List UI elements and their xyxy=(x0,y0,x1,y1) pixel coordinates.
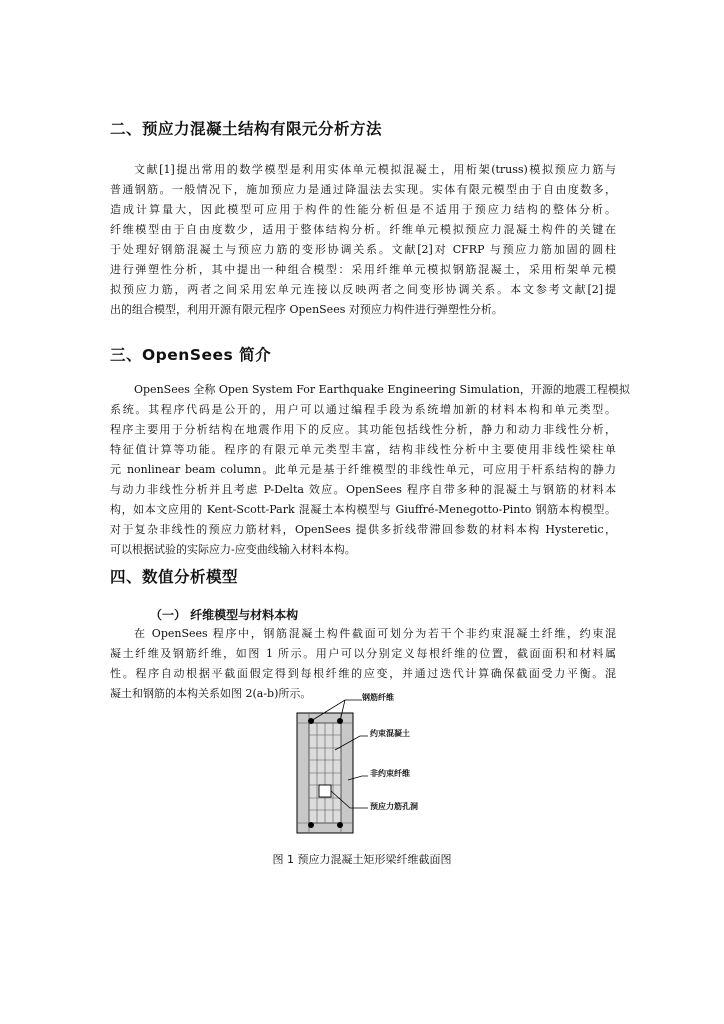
text-line: 出的组合模型，利用开源有限元程序 OpenSees 对预应力构件进行弹塑性分析。 xyxy=(110,303,503,316)
label-steel-fiber: 钢筋纤维 xyxy=(362,693,394,702)
text-line: 普通钢筋。一般情况下，施加预应力是通过降温法去实现。实体有限元模型由于自由度数多， xyxy=(110,183,616,196)
text-line: 造成计算量大，因此模型可应用于构件的性能分析但是不适用于预应力结构的整体分析。 xyxy=(110,203,616,216)
figure-1-caption: 图 1 预应力混凝土矩形梁纤维截面图 xyxy=(272,853,452,866)
prestress-duct xyxy=(319,785,331,797)
subsection-1-heading: （一） 纤维模型与材料本构 xyxy=(150,608,299,622)
text-line: 可以根据试验的实际应力-应变曲线输入材料本构。 xyxy=(110,543,356,556)
text-line: 构，如本文应用的 Kent-Scott-Park 混凝土本构模型与 Giuffré-Menegotto-Pinto 钢筋本构模型。 xyxy=(110,503,616,516)
section-2-heading: 二、预应力混凝土结构有限元分析方法 xyxy=(110,120,383,138)
section-2-paragraph xyxy=(110,160,616,320)
text-line: 对于复杂非线性的预应力筋材料，OpenSees 提供多折线带滞回参数的材料本构 Hysteretic， xyxy=(110,523,616,536)
text-line: 元 nonlinear beam column。此单元是基于纤维模型的非线性单元，可应用于杆系结构的静力 xyxy=(110,463,616,476)
text-line: 凝土纤维及钢筋纤维，如图 1 所示。用户可以分别定义每根纤维的位置，截面面积和材料属 xyxy=(110,647,616,660)
steel-bar xyxy=(337,822,343,828)
label-confined-concrete: 约束混凝土 xyxy=(370,729,410,738)
text-line: 程序主要用于分析结构在地震作用下的反应。其功能包括线性分析，静力和动力非线性分析， xyxy=(110,423,616,436)
text-line: 于处理好钢筋混凝土与预应力筋的变形协调关系。文献[2]对 CFRP 与预应力筋加固的圆柱 xyxy=(110,243,616,256)
text-line: 纤维模型由于自由度数少，适用于整体结构分析。纤维单元模拟预应力混凝土构件的关键在 xyxy=(110,223,616,236)
text-line: 在 OpenSees 程序中，钢筋混凝土构件截面可划分为若干个非约束混凝土纤维，约束混 xyxy=(134,627,616,640)
text-line: 性。程序自动根据平截面假定得到每根纤维的应变，并通过迭代计算确保截面受力平衡。混 xyxy=(110,667,616,680)
label-prestress-duct: 预应力筋孔洞 xyxy=(370,802,418,811)
steel-bar xyxy=(308,822,314,828)
figure-1 xyxy=(290,688,430,838)
text-line: 拟预应力筋，两者之间采用宏单元连接以反映两者之间变形协调关系。本文参考文献[2]提 xyxy=(110,283,616,296)
text-line: OpenSees 全称 Open System For Earthquake Engineering Simulation，开源的地震工程模拟 xyxy=(134,383,630,396)
text-line: 进行弹塑性分析，其中提出一种组合模型：采用纤维单元模拟钢筋混凝土，采用桁架单元模 xyxy=(110,263,616,276)
section-3-heading: 三、OpenSees 简介 xyxy=(110,346,272,364)
text-line: 与动力非线性分析并且考虑 P-Delta 效应。OpenSees 程序自带多种的混凝土与钢筋的材料本 xyxy=(110,483,616,496)
section-3-paragraph xyxy=(110,380,630,560)
text-line: 系统。其程序代码是公开的，用户可以通过编程手段为系统增加新的材料本构和单元类型。 xyxy=(110,403,616,416)
text-line: 文献[1]提出常用的数学模型是利用实体单元模拟混凝土，用桁架(truss)模拟预应力筋与 xyxy=(134,163,616,176)
text-line: 特征值计算等功能。程序的有限元单元类型丰富，结构非线性分析中主要使用非线性梁柱单 xyxy=(110,443,616,456)
section-4-heading: 四、数值分析模型 xyxy=(110,568,239,586)
label-unconfined-fiber: 非约束纤维 xyxy=(370,769,410,778)
text-line: 凝土和钢筋的本构关系如图 2(a-b)所示。 xyxy=(110,687,312,700)
fiber-section-diagram xyxy=(290,688,430,838)
